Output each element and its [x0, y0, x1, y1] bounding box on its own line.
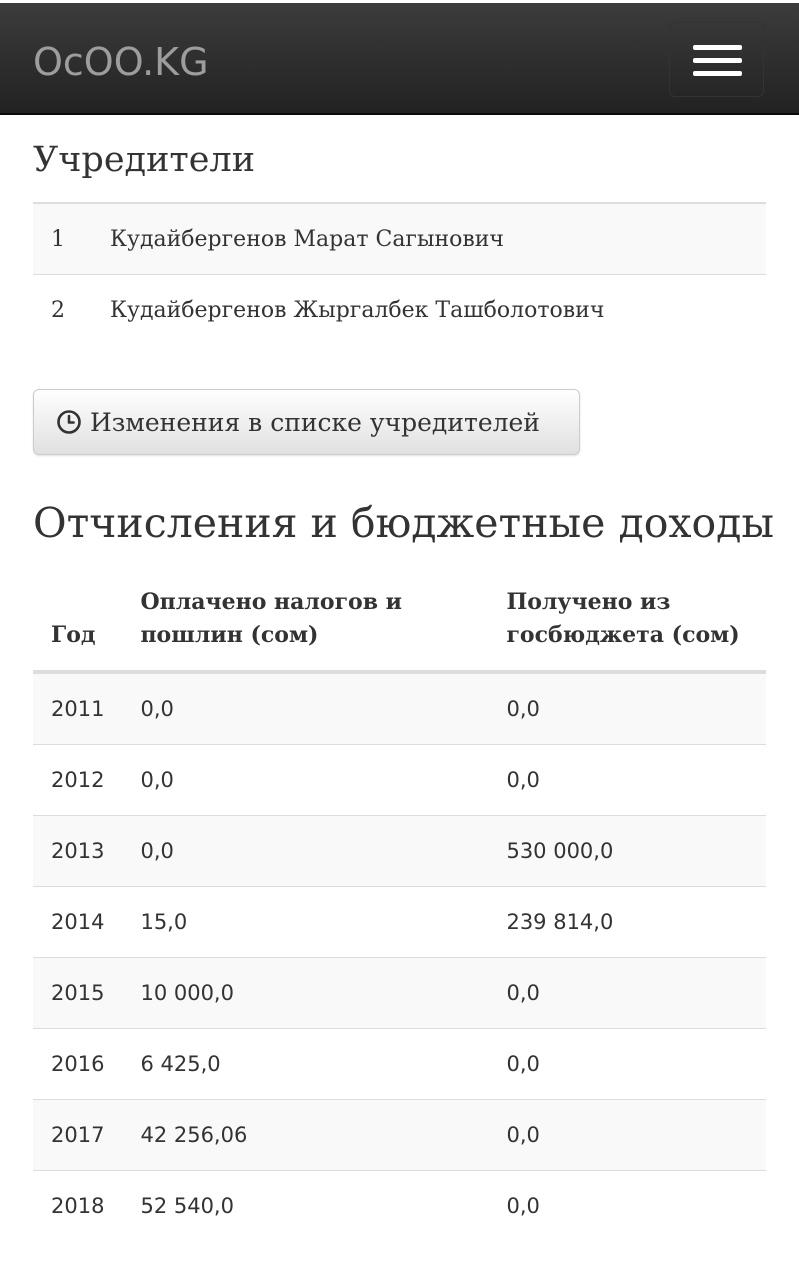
brand-logo-link[interactable]: OcOO.KG	[33, 40, 209, 84]
budget-table	[33, 572, 766, 1241]
table-row	[33, 887, 766, 958]
cell-received: 0,0	[488, 958, 766, 1029]
cell-year: 2017	[33, 1100, 122, 1171]
column-header-received: Получено из госбюджета (сом)	[488, 572, 766, 672]
cell-paid: 10 000,0	[122, 958, 488, 1029]
cell-year: 2013	[33, 816, 122, 887]
cell-received: 530 000,0	[488, 816, 766, 887]
cell-paid: 0,0	[122, 816, 488, 887]
table-row	[33, 1100, 766, 1171]
table-row	[33, 672, 766, 745]
clock-icon	[56, 409, 82, 435]
column-header-year: Год	[33, 572, 122, 672]
cell-paid: 6 425,0	[122, 1029, 488, 1100]
cell-year: 2014	[33, 887, 122, 958]
table-row	[33, 1171, 766, 1242]
founder-name: Кудайбергенов Жыргалбек Ташболотович	[110, 297, 605, 323]
table-header-row	[33, 572, 766, 672]
founder-number: 1	[51, 226, 65, 252]
table-row	[33, 958, 766, 1029]
cell-received: 0,0	[488, 745, 766, 816]
menu-toggle-button[interactable]	[669, 22, 764, 97]
cell-paid: 0,0	[122, 672, 488, 745]
founder-name: Кудайбергенов Марат Сагынович	[110, 226, 504, 252]
founder-number: 2	[51, 297, 65, 323]
cell-received: 239 814,0	[488, 887, 766, 958]
cell-received: 0,0	[488, 1100, 766, 1171]
cell-year: 2016	[33, 1029, 122, 1100]
cell-received: 0,0	[488, 1171, 766, 1242]
cell-paid: 15,0	[122, 887, 488, 958]
table-row	[33, 745, 766, 816]
cell-year: 2011	[33, 672, 122, 745]
budget-title: Отчисления и бюджетные доходы	[33, 499, 775, 547]
cell-year: 2018	[33, 1171, 122, 1242]
cell-year: 2012	[33, 745, 122, 816]
cell-received: 0,0	[488, 1029, 766, 1100]
founders-list	[33, 202, 766, 345]
founders-history-button[interactable]	[33, 389, 580, 455]
cell-received: 0,0	[488, 672, 766, 745]
list-item	[33, 204, 766, 274]
founders-history-label: Изменения в списке учредителей	[90, 407, 540, 437]
table-row	[33, 816, 766, 887]
navbar	[0, 3, 799, 115]
list-item	[33, 274, 766, 345]
cell-paid: 0,0	[122, 745, 488, 816]
founders-title: Учредители	[33, 140, 256, 180]
table-row	[33, 1029, 766, 1100]
cell-paid: 52 540,0	[122, 1171, 488, 1242]
cell-year: 2015	[33, 958, 122, 1029]
cell-paid: 42 256,06	[122, 1100, 488, 1171]
column-header-paid: Оплачено налогов и пошлин (сом)	[122, 572, 488, 672]
